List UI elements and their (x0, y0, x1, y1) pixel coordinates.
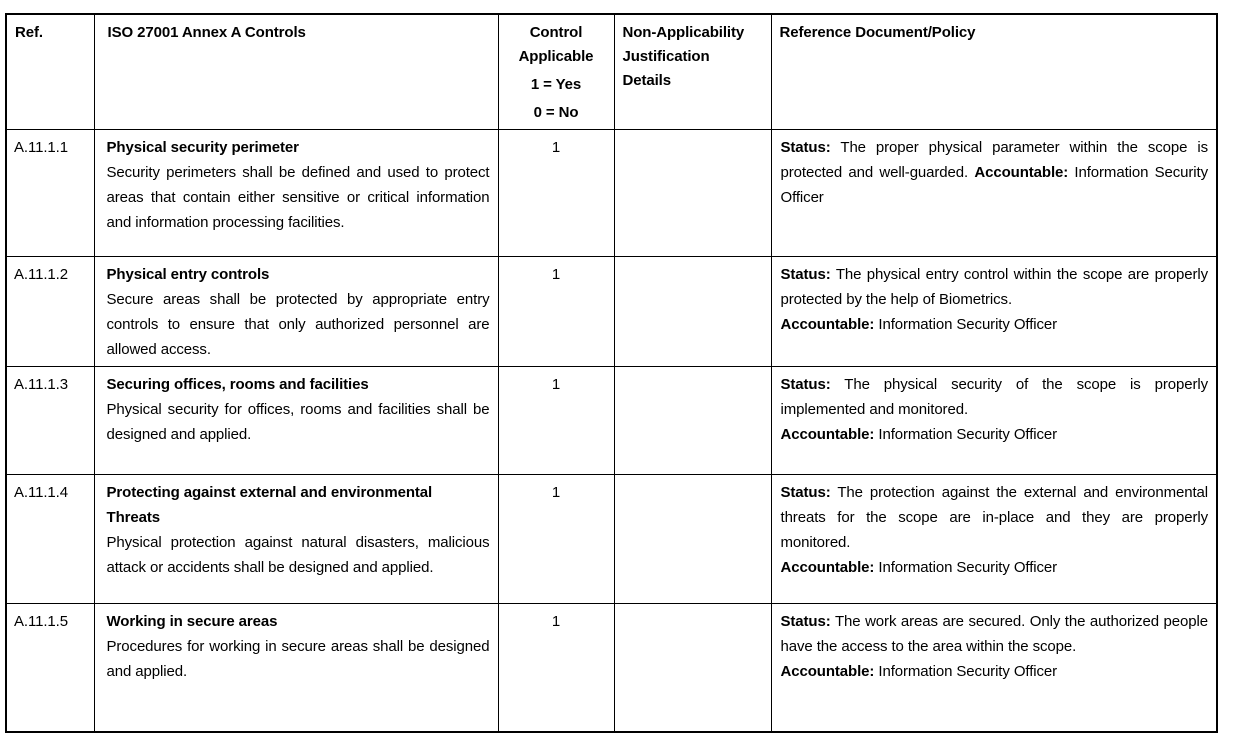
header-applicable-line-4: 0 = No (533, 104, 579, 121)
control-cell (94, 130, 498, 257)
control-cell (94, 604, 498, 732)
accountable-label: Accountable: (780, 426, 875, 443)
accountable-text: Information Security Officer (878, 663, 1058, 680)
header-justification-line-3: Details (622, 72, 671, 89)
header-ref-label: Ref. (15, 24, 43, 41)
control-cell (94, 367, 498, 475)
reference-cell (771, 130, 1217, 257)
status-label: Status: (780, 613, 831, 630)
header-applicable-line-3: 1 = Yes (530, 76, 582, 93)
header-controls-label: ISO 27001 Annex A Controls (107, 24, 306, 41)
accountable-text: Information Security Officer (780, 164, 1208, 206)
header-ref (6, 14, 94, 130)
control-description: Procedures for working in secure areas shall be designed and applied. (106, 638, 490, 680)
reference-cell (771, 475, 1217, 604)
status-label: Status: (780, 484, 831, 501)
control-description: Physical protection against natural disasters, malicious attack or accidents shall be designed and applied. (106, 534, 490, 576)
applicable-cell (498, 475, 614, 604)
justification-cell (614, 604, 771, 732)
accountable-label: Accountable: (974, 164, 1069, 181)
header-non-applicability (614, 14, 771, 130)
header-control-applicable (498, 14, 614, 130)
accountable-label: Accountable: (780, 316, 875, 333)
accountable-label: Accountable: (780, 559, 875, 576)
reference-text (781, 480, 1209, 580)
control-row (6, 130, 1217, 257)
status-text: The proper physical parameter within the scope is protected and well-guarded. (780, 139, 1208, 181)
ref-id: A.11.1.1 (14, 139, 68, 156)
header-justification-line-1: Non-Applicability (622, 24, 745, 41)
status-label: Status: (780, 266, 831, 283)
applicable-value: 1 (551, 376, 561, 393)
reference-text (781, 609, 1209, 684)
iso-controls-table (5, 13, 1218, 733)
ref-cell (6, 367, 94, 475)
control-row (6, 475, 1217, 604)
control-description: Secure areas shall be protected by appropriate entry controls to ensure that only authorized personnel are allowed access. (106, 291, 490, 358)
accountable-text: Information Security Officer (878, 426, 1058, 443)
header-applicable-line-1: Control (529, 24, 583, 41)
ref-id: A.11.1.5 (14, 613, 68, 630)
applicable-value: 1 (551, 139, 561, 156)
ref-id: A.11.1.2 (14, 266, 68, 283)
control-title: Physical security perimeter (106, 139, 299, 156)
reference-cell (771, 604, 1217, 732)
ref-cell (6, 257, 94, 367)
ref-cell (6, 475, 94, 604)
control-description: Physical security for offices, rooms and facilities shall be designed and applied. (106, 401, 490, 443)
justification-cell (614, 475, 771, 604)
header-controls (94, 14, 498, 130)
status-text: The physical entry control within the scope are properly protected by the help of Biometrics. (780, 266, 1209, 308)
applicable-value: 1 (551, 484, 561, 501)
ref-id: A.11.1.4 (14, 484, 68, 501)
header-justification-line-2: Justification (622, 48, 710, 65)
accountable-label: Accountable: (780, 663, 875, 680)
status-label: Status: (780, 139, 831, 156)
control-cell (94, 257, 498, 367)
header-applicable-line-2: Applicable (518, 48, 594, 65)
applicable-value: 1 (551, 266, 561, 283)
accountable-text: Information Security Officer (878, 316, 1058, 333)
applicable-value: 1 (551, 613, 561, 630)
reference-text (781, 372, 1209, 447)
applicable-cell (498, 130, 614, 257)
status-text: The protection against the external and environmental threats for the scope are in-place and they are properly monitored. (780, 484, 1208, 551)
control-title: Protecting against external and environmental Threats (106, 484, 433, 526)
justification-cell (614, 257, 771, 367)
status-label: Status: (780, 376, 831, 393)
header-reference-label: Reference Document/Policy (779, 24, 976, 41)
table-body (6, 130, 1217, 732)
reference-cell (771, 367, 1217, 475)
applicable-cell (498, 257, 614, 367)
control-cell (94, 475, 498, 604)
justification-cell (614, 130, 771, 257)
ref-cell (6, 604, 94, 732)
control-description: Security perimeters shall be defined and used to protect areas that contain either sensitive or critical information and information processing facilities. (106, 164, 490, 231)
header-reference-document (771, 14, 1217, 130)
control-row (6, 604, 1217, 732)
reference-text (781, 135, 1209, 210)
status-text: The physical security of the scope is properly implemented and monitored. (780, 376, 1208, 418)
ref-id: A.11.1.3 (14, 376, 68, 393)
reference-cell (771, 257, 1217, 367)
control-row (6, 257, 1217, 367)
control-title: Physical entry controls (106, 266, 270, 283)
ref-cell (6, 130, 94, 257)
applicable-cell (498, 604, 614, 732)
control-title: Securing offices, rooms and facilities (106, 376, 369, 393)
header-row (6, 14, 1217, 130)
justification-cell (614, 367, 771, 475)
applicable-cell (498, 367, 614, 475)
reference-text (781, 262, 1209, 337)
status-text: The work areas are secured. Only the authorized people have the access to the area within the scope. (780, 613, 1209, 655)
control-title: Working in secure areas (106, 613, 278, 630)
control-row (6, 367, 1217, 475)
accountable-text: Information Security Officer (878, 559, 1058, 576)
